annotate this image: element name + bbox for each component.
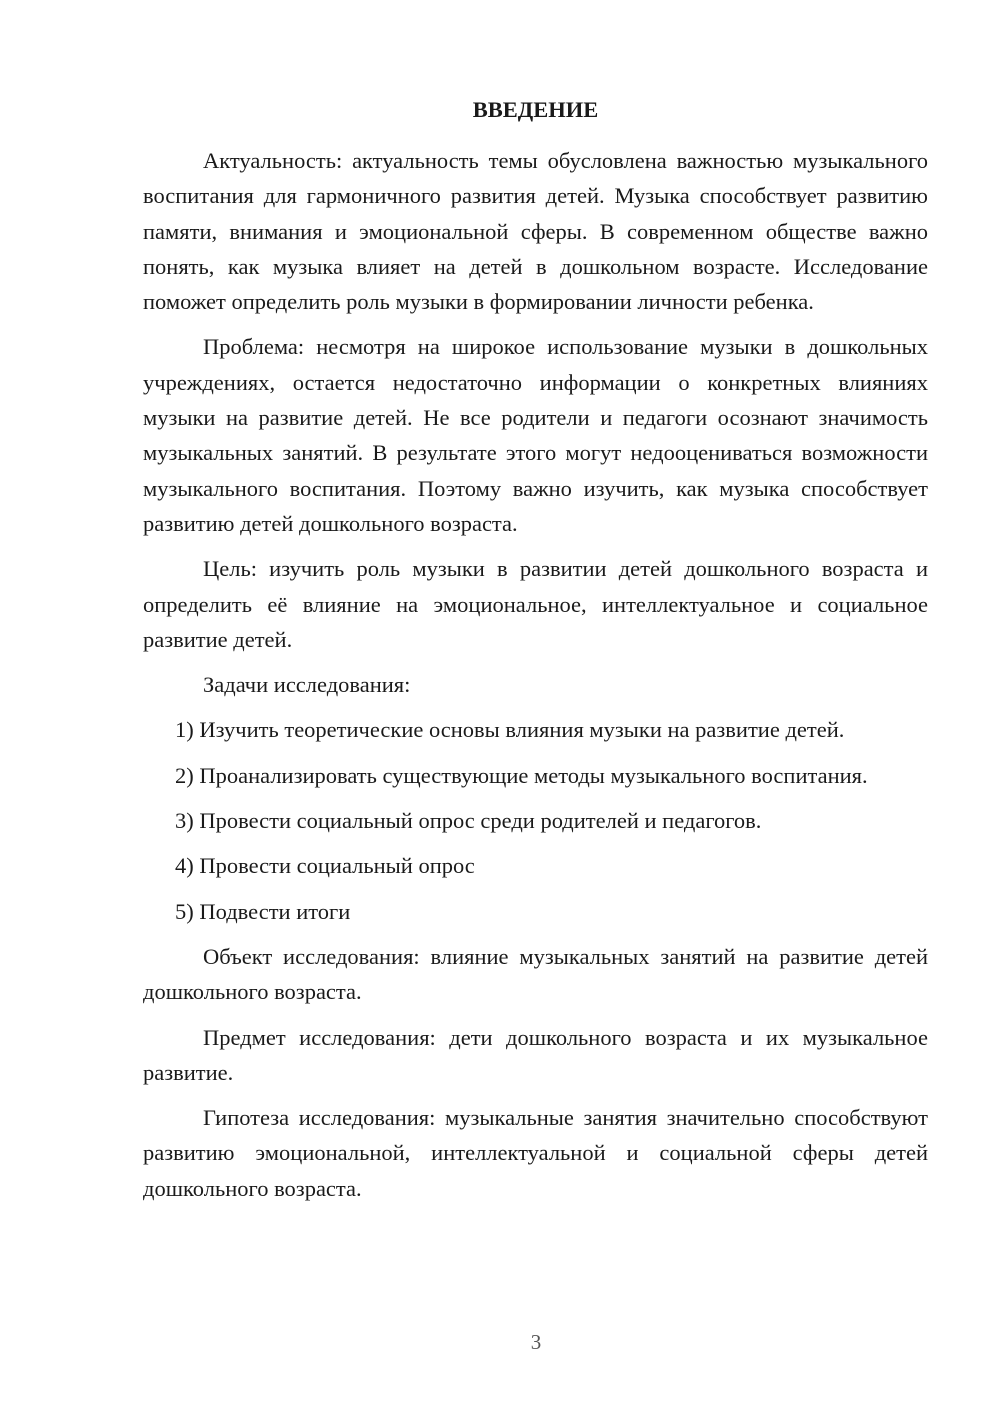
- task-item-3: 3) Провести социальный опрос среди родителей и педагогов.: [175, 808, 762, 834]
- task-item-1: 1) Изучить теоретические основы влияния музыки на развитие детей.: [175, 717, 845, 743]
- task-item-5: 5) Подвести итоги: [175, 898, 351, 924]
- relevance-paragraph: Актуальность: актуальность темы обусловлена важностью музыкального воспитания для гармоничного развития детей. Музыка способствует развитию памяти, внимания и эмоциональной сферы. В современном обществе важно понять, как музыка влияет на детей в дошкольном возрасте. Исследование поможет определить роль музыки в формировании личности ребенка.: [143, 148, 928, 315]
- section-title: ВВЕДЕНИЕ: [472, 97, 599, 122]
- tasks-heading: Задачи исследования:: [203, 672, 411, 698]
- task-item-4: 4) Провести социальный опрос: [175, 853, 475, 879]
- object-paragraph: Объект исследования: влияние музыкальных занятий на развитие детей дошкольного возраста.: [143, 943, 928, 1005]
- task-item-2: 2) Проанализировать существующие методы музыкального воспитания.: [175, 762, 868, 788]
- subject-paragraph: Предмет исследования: дети дошкольного возраста и их музыкальное развитие.: [143, 1024, 928, 1085]
- hypothesis-paragraph: Гипотеза исследования: музыкальные занятия значительно способствуют развитию эмоциональной, интеллектуальной и социальной сферы детей дошкольного возраста.: [143, 1105, 928, 1201]
- problem-paragraph: Проблема: несмотря на широкое использование музыки в дошкольных учреждениях, остается недостаточно информации о конкретных влияниях музыки на развитие детей. Не все родители и педагоги осознают значимость музыкальных занятий. В результате этого могут недооцениваться возможности музыкального воспитания. Поэтому важно изучить, как музыка способствует развитию детей дошкольного возраста.: [143, 334, 928, 536]
- document-page: [143, 92, 928, 1216]
- goal-paragraph: Цель: изучить роль музыки в развитии детей дошкольного возраста и определить её влияние на эмоциональное, интеллектуальное и социальное развитие детей.: [143, 556, 928, 652]
- page-number: 3: [530, 1330, 542, 1354]
